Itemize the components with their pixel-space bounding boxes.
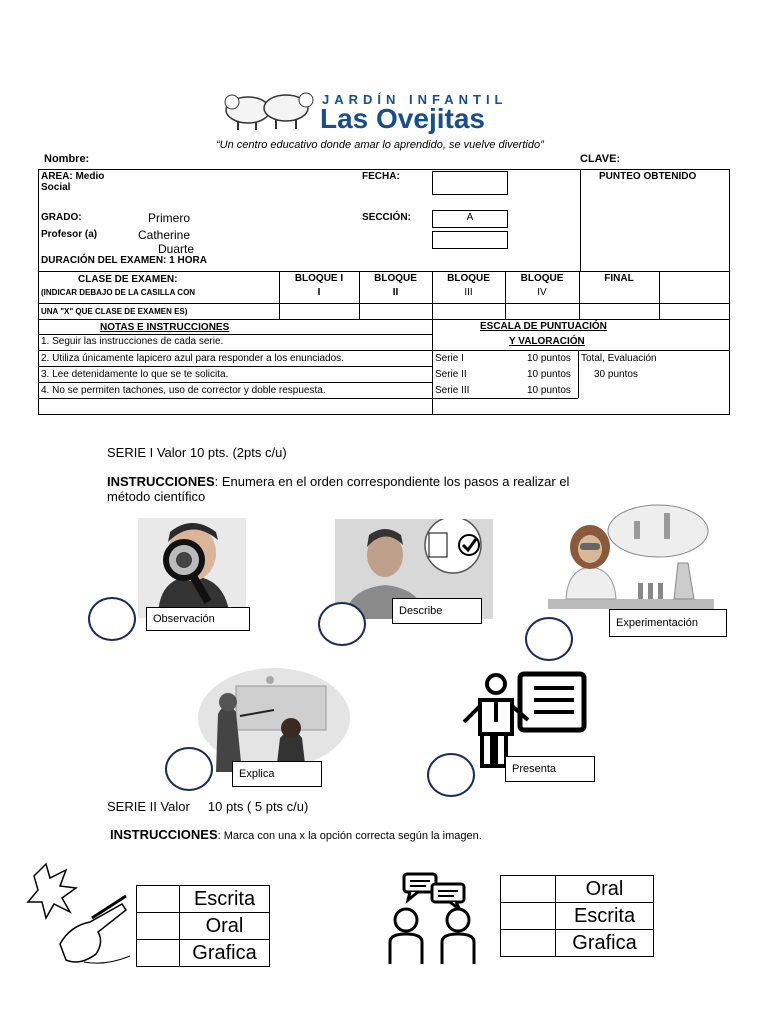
bloque-1-header: BLOQUE I I <box>294 273 344 298</box>
answer-circle-presenta[interactable] <box>427 753 475 797</box>
serie-1-instructions: INSTRUCCIONES: Enumera en el orden correspondiente los pasos a realizar el método científico <box>107 474 570 504</box>
logo-top-text: JARDÍN INFANTIL <box>322 92 508 107</box>
profesor-label: Profesor (a) <box>41 229 98 240</box>
seccion-label: SECCIÓN: <box>362 212 411 223</box>
bloque-3-header: BLOQUE III <box>447 273 490 298</box>
notas-title: NOTAS E INSTRUCCIONES <box>100 322 230 333</box>
clase-indicar-1: (INDICAR DEBAJO DE LA CASILLA CON <box>41 288 196 297</box>
answer-circle-observacion[interactable] <box>88 597 136 641</box>
motto: “Un centro educativo donde amar lo aprendido, se vuelve divertido” <box>216 139 544 151</box>
fecha-field[interactable] <box>432 171 508 195</box>
option-grafica-2: Grafica <box>556 930 654 957</box>
final-header: FINAL <box>604 273 634 284</box>
profesor-value-2: Duarte <box>158 242 195 256</box>
checkbox-oral[interactable] <box>137 913 180 940</box>
nota-2: 2. Utiliza únicamente lapicero azul para responder a los enunciados. <box>41 353 344 364</box>
explain-image <box>196 664 352 772</box>
option-escrita: Escrita <box>180 886 270 913</box>
sheep-logo-image <box>218 86 318 132</box>
extra-field[interactable] <box>432 231 508 249</box>
grado-value: Primero <box>148 211 191 225</box>
checkbox-escrita-2[interactable] <box>501 903 556 930</box>
area-label-2: Social <box>41 182 71 193</box>
people-talking-icon <box>386 872 484 966</box>
label-experimentacion: Experimentación <box>609 609 727 637</box>
profesor-value-1: Catherine <box>138 228 191 242</box>
total-pts: 30 puntos <box>594 369 638 380</box>
serie-1-pts: 10 puntos <box>527 353 571 364</box>
logo-main-text: Las Ovejitas <box>320 103 485 134</box>
serie-2-instructions: INSTRUCCIONES: Marca con una x la opción correcta según la imagen. <box>110 827 482 842</box>
option-escrita-2: Escrita <box>556 903 654 930</box>
escala-title-2: Y VALORACIÓN <box>509 336 585 347</box>
option-grafica: Grafica <box>180 940 270 967</box>
label-describe: Describe <box>392 598 482 624</box>
checkbox-escrita[interactable] <box>137 886 180 913</box>
nota-1: 1. Seguir las instrucciones de cada serie. <box>41 336 224 347</box>
clave-label: CLAVE: <box>580 153 621 165</box>
seccion-value: A <box>466 212 474 223</box>
serie-2-name: Serie II <box>435 369 467 380</box>
answer-circle-describe[interactable] <box>318 602 366 646</box>
option-oral-2: Oral <box>556 876 654 903</box>
nota-3: 3. Lee detenidamente lo que se te solicita. <box>41 369 229 380</box>
label-observacion: Observación <box>146 607 250 631</box>
clase-indicar-2: UNA "X" QUE CLASE DE EXAMEN ES) <box>41 307 188 316</box>
serie-2-pts: 10 puntos <box>527 369 571 380</box>
nota-4: 4. No se permiten tachones, uso de corrector y doble respuesta. <box>41 385 326 396</box>
clase-examen-label: CLASE DE EXAMEN: <box>78 274 178 285</box>
duracion-label: DURACIÓN DEL EXAMEN: 1 HORA <box>41 255 207 266</box>
options-table-1 <box>136 885 270 967</box>
answer-circle-experimentacion[interactable] <box>525 617 573 661</box>
serie-3-pts: 10 puntos <box>527 385 571 396</box>
answer-circle-explica[interactable] <box>165 747 213 791</box>
area-label: AREA: Medio <box>41 171 105 182</box>
escala-title-1: ESCALA DE PUNTUACIÓN <box>480 321 607 332</box>
serie-3-name: Serie III <box>435 385 470 396</box>
presentation-icon <box>458 670 588 770</box>
serie-2-title: SERIE II Valor 10 pts ( 5 pts c/u) <box>107 799 309 814</box>
label-presenta: Presenta <box>505 756 595 782</box>
serie-1-title: SERIE I Valor 10 pts. (2pts c/u) <box>107 445 287 460</box>
bloque-2-header: BLOQUE II <box>374 273 417 298</box>
observation-image <box>138 518 246 618</box>
options-table-2 <box>500 875 654 957</box>
grado-label: GRADO: <box>41 212 82 223</box>
checkbox-oral-2[interactable] <box>501 876 556 903</box>
checkbox-grafica-2[interactable] <box>501 930 556 957</box>
total-label: Total, Evaluación <box>581 353 657 364</box>
fecha-label: FECHA: <box>362 171 400 182</box>
checkbox-grafica[interactable] <box>137 940 180 967</box>
serie-1-name: Serie I <box>435 353 464 364</box>
option-oral: Oral <box>180 913 270 940</box>
seccion-field[interactable] <box>432 210 508 228</box>
experimentation-image <box>548 503 714 613</box>
bloque-4-header: BLOQUE IV <box>520 273 564 298</box>
nombre-label: Nombre: <box>44 153 90 165</box>
punteo-label: PUNTEO OBTENIDO <box>599 171 697 182</box>
label-explica: Explica <box>232 761 322 787</box>
writing-hand-icon <box>26 862 132 970</box>
